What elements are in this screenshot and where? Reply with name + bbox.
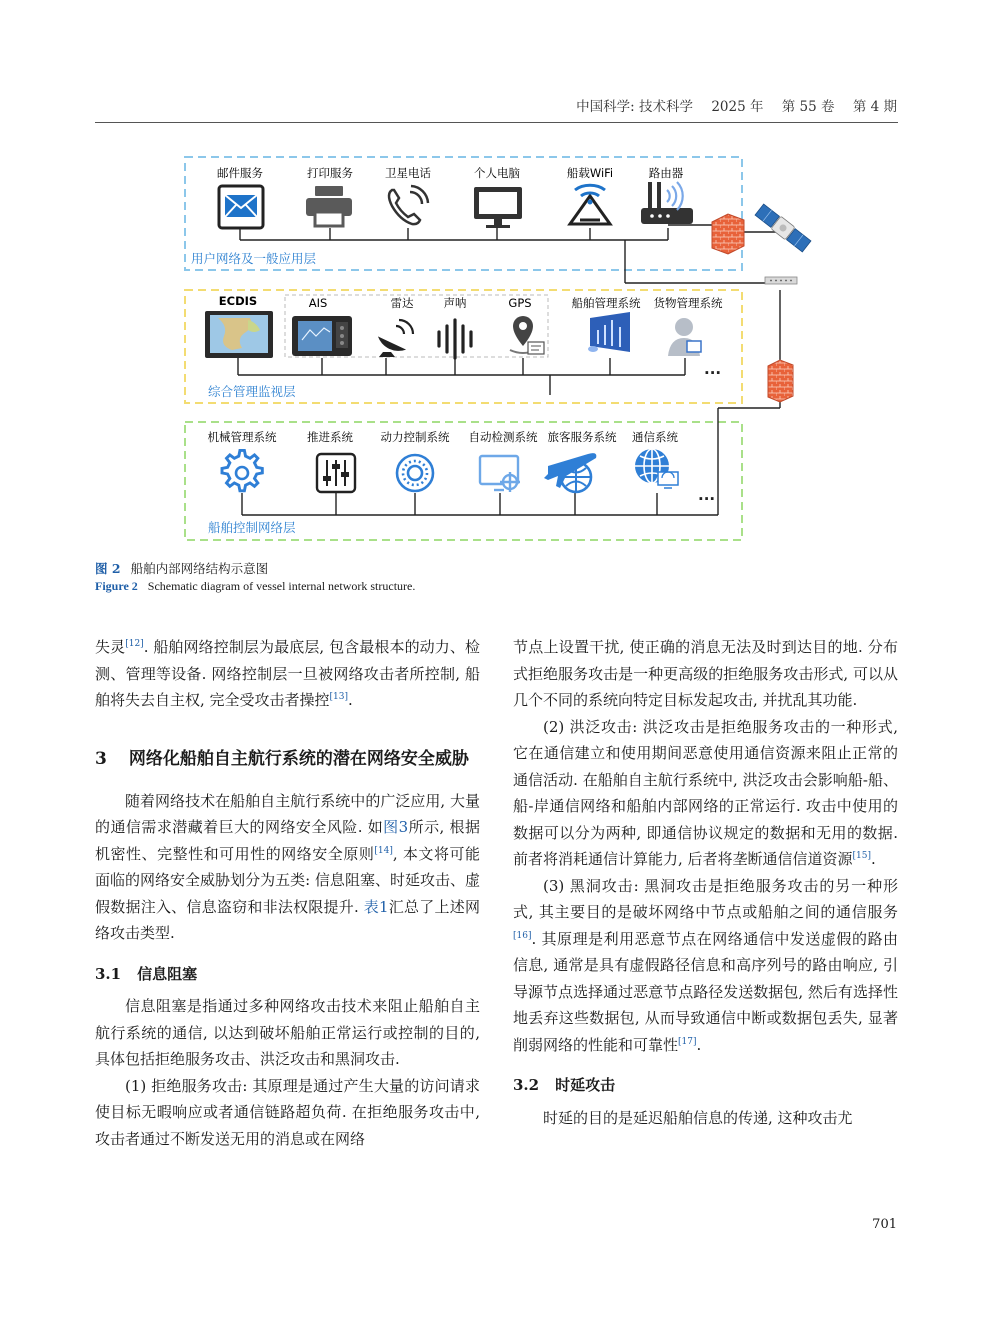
section-title: 信息阻塞	[137, 964, 198, 983]
citation[interactable]: [16]	[513, 930, 532, 941]
paragraph	[95, 788, 480, 947]
ais-icon	[292, 316, 352, 356]
radar-icon	[378, 320, 413, 357]
text-run: 汇总了上述网络攻击类型.	[95, 897, 480, 942]
section-title: 网络化船舶自主航行系统的潜在网络安全威胁	[128, 748, 469, 769]
node-label-passenger: 旅客服务系统	[547, 430, 617, 444]
node-label-machinery: 机械管理系统	[207, 430, 277, 444]
page-number: 701	[872, 1217, 897, 1232]
section-number: 3.1	[95, 964, 122, 983]
citation[interactable]: [13]	[329, 692, 349, 702]
propulsion-slider-icon	[317, 454, 355, 492]
table-link[interactable]: 表1	[363, 897, 389, 916]
paragraph: 时延的目的是延迟船舶信息的传递, 这种攻击尤	[543, 1108, 853, 1127]
node-label-satphone: 卫星电话	[385, 166, 431, 180]
figure-caption-en	[95, 579, 415, 594]
paragraph	[513, 873, 898, 1059]
right-column	[513, 634, 898, 1131]
printer-icon	[306, 186, 352, 226]
citation[interactable]: [14]	[374, 845, 393, 856]
section-number: 3.2	[513, 1076, 540, 1094]
communication-globe-icon	[635, 449, 678, 488]
router-icon	[641, 182, 693, 224]
computer-icon	[474, 187, 522, 228]
paragraph: 节点上设置干扰, 使正确的消息无法及时到达目的地. 分布式拒绝服务攻击是一种更高级的拒绝服务攻击形式, 可以从几个不同的系统向特定目标发起攻击, 并扰乱其功能.	[513, 638, 898, 709]
firewall-side-icon	[768, 360, 793, 402]
section-title: 时延攻击	[555, 1076, 616, 1094]
wifi-icon	[570, 185, 610, 224]
layer-label-user: 用户网络及一般应用层	[191, 251, 317, 266]
ship-management-icon	[588, 312, 630, 352]
text-run: 失灵	[95, 638, 126, 656]
firewall-top-icon	[712, 214, 744, 254]
text-run: .	[696, 1035, 702, 1054]
node-label-sonar: 声呐	[443, 296, 467, 310]
sonar-icon	[439, 320, 471, 358]
node-label-ship-mgmt: 船舶管理系统	[571, 296, 641, 310]
layer-label-control: 船舶控制网络层	[208, 520, 296, 535]
node-label-cargo-mgmt: 货物管理系统	[653, 296, 723, 310]
text-run: .	[871, 850, 876, 868]
paragraph: (1) 拒绝服务攻击: 其原理是通过产生大量的访问请求使目标无暇响应或者通信链路超负荷. 在拒绝服务攻击中, 攻击者通过不断发送无用的消息或在网络	[95, 1076, 480, 1148]
node-label-ecdis: ECDIS	[218, 294, 258, 308]
figure-caption-zh	[95, 559, 268, 577]
section-heading-3	[95, 746, 480, 772]
figure-title-en: Schematic diagram of vessel internal network structure.	[147, 579, 416, 593]
node-label-print: 打印服务	[307, 166, 353, 180]
node-label-radar: 雷达	[390, 296, 414, 310]
email-icon	[219, 186, 263, 228]
control-ellipsis: ...	[698, 486, 716, 504]
subsection-heading-3-2	[513, 1072, 898, 1099]
journal-volume: 第 55 卷	[781, 99, 835, 115]
node-label-power: 动力控制系统	[380, 430, 450, 444]
ecdis-icon	[205, 311, 273, 358]
subsection-heading-3-1	[95, 961, 480, 988]
node-label-gps: GPS	[508, 296, 532, 310]
text-run: . 其原理是利用恶意节点在网络通信中发送虚假的路由信息, 通常是具有虚假路径信息和高序列号的路由响应, 引导源节点选择通过恶意节点路径发送数据包, 然后有选择性地丢弃这些数据包, 从而导致通信中断或数据包丢失, 显著削弱网络的性能和可靠性	[513, 929, 898, 1054]
text-run: 所示, 根据机密性、完整性和可用性的网络安全原则	[95, 818, 480, 863]
node-label-detection: 自动检测系统	[468, 430, 538, 444]
auto-detection-icon	[480, 456, 520, 492]
text-run: 随着网络技术在船舶自主航行系统中的广泛应用, 大量的通信需求潜藏着巨大的网络安全风险. 如	[95, 791, 480, 836]
figure-title-zh: 船舶内部网络结构示意图	[130, 561, 269, 576]
citation[interactable]: [12]	[125, 639, 144, 649]
text-run: (2) 洪泛攻击: 洪泛攻击是拒绝服务攻击的一种形式, 它在通信建立和使用期间恶意使用通信资源来阻止正常的通信活动. 在船舶自主航行系统中, 洪泛攻击会影响船-船、船-岸通信网络和船舶内部网络的正常运行. 攻击中使用的数据可以分为两种, 即通信协议规定的数据和无用的数据. 前者将消耗通信计算能力, 后者将垄断通信信道资源	[513, 717, 898, 868]
text-run: .	[348, 691, 353, 709]
text-run: . 船舶网络控制层为最底层, 包含最根本的动力、检测、管理等设备. 网络控制层一旦被网络攻击者所控制, 船舶将失去自主权, 完全受攻击者操控	[95, 638, 480, 709]
paragraph: 信息阻塞是指通过多种网络攻击技术来阻止船舶自主航行系统的通信, 以达到破坏船舶正常运行或控制的目的, 具体包括拒绝服务攻击、洪泛攻击和黑洞攻击.	[95, 997, 480, 1068]
layer-label-monitor: 综合管理监视层	[208, 384, 296, 399]
left-column	[95, 634, 480, 1152]
journal-issue: 第 4 期	[852, 99, 897, 115]
figure-link[interactable]: 图3	[383, 818, 409, 836]
node-label-email: 邮件服务	[217, 166, 263, 180]
figure-label-en: Figure 2	[95, 579, 138, 593]
power-control-icon	[397, 455, 433, 491]
node-label-communication: 通信系统	[632, 430, 678, 444]
node-label-pc: 个人电脑	[474, 166, 520, 180]
journal-name: 中国科学: 技术科学	[576, 99, 694, 115]
section-number: 3	[95, 748, 107, 769]
citation[interactable]: [15]	[852, 851, 872, 861]
node-label-router: 路由器	[648, 166, 684, 180]
text-run: (3) 黑洞攻击: 黑洞攻击是拒绝服务攻击的另一种形式, 其主要目的是破坏网络中节点或船舶之间的通信服务	[513, 876, 898, 921]
text-run: , 本文将可能面临的网络安全威胁划分为五类: 信息阻塞、时延攻击、虚假数据注入、信息盗窃和非法权限提升.	[95, 844, 480, 916]
figure-label-zh: 图 2	[95, 561, 121, 576]
cargo-management-icon	[668, 318, 701, 356]
citation[interactable]: [17]	[678, 1036, 697, 1047]
journal-year: 2025 年	[711, 99, 764, 115]
node-label-propulsion: 推进系统	[307, 430, 353, 444]
phone-icon	[389, 186, 428, 224]
node-label-wifi: 船载WiFi	[566, 166, 614, 180]
node-label-ais: AIS	[308, 296, 328, 310]
paragraph	[513, 714, 898, 873]
monitor-ellipsis: ...	[704, 360, 722, 378]
gps-icon	[510, 316, 544, 354]
passenger-service-icon	[544, 453, 596, 492]
paragraph	[95, 634, 480, 714]
network-structure-figure	[0, 0, 992, 560]
satellite-icon	[754, 203, 811, 253]
machinery-gear-icon	[222, 450, 262, 490]
